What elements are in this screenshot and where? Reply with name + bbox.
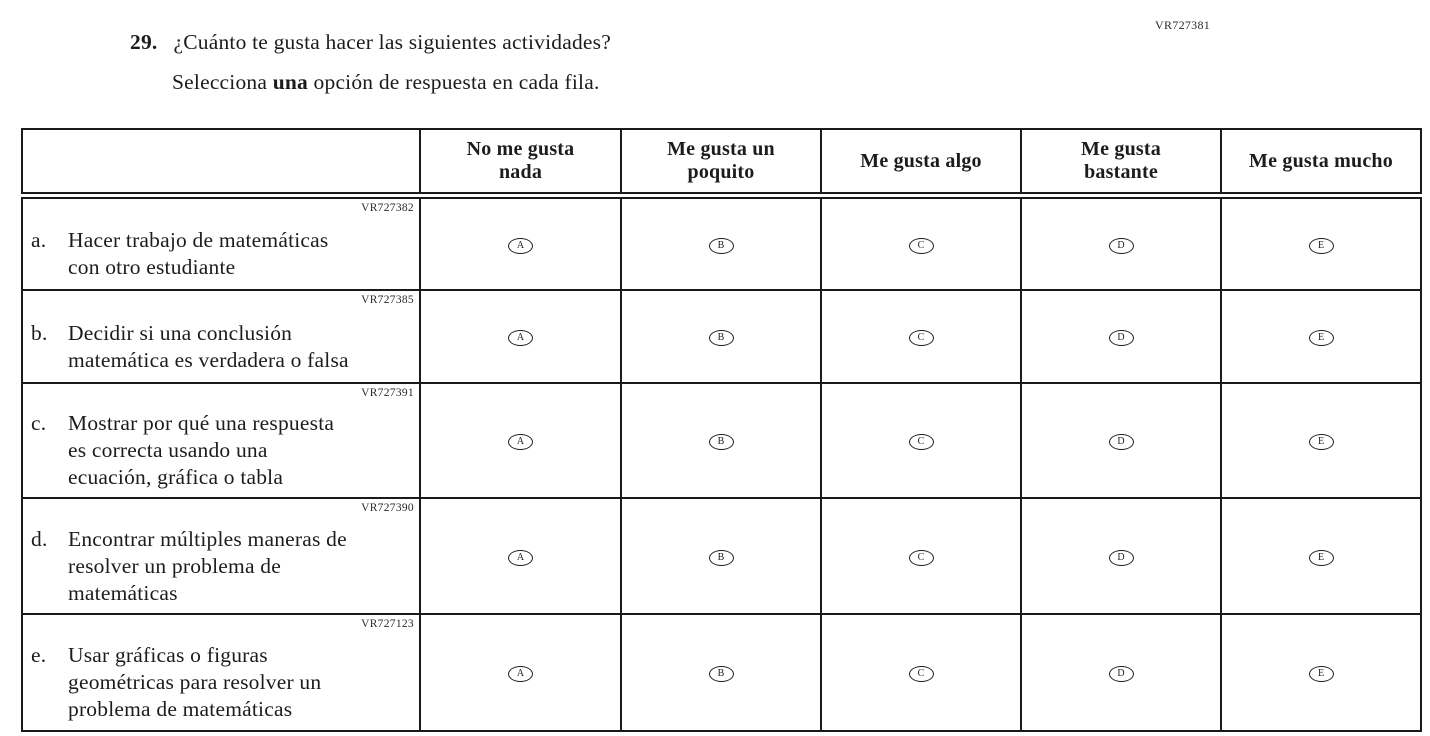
answer-cell	[420, 498, 621, 614]
answer-bubble-e-E[interactable]	[1309, 666, 1334, 682]
answer-cell	[1221, 614, 1421, 731]
bubble-letter: C	[917, 436, 925, 447]
bubble-letter: D	[1117, 332, 1125, 343]
answer-bubble-d-B[interactable]	[709, 550, 734, 566]
answer-cell	[1221, 498, 1421, 614]
bubble-letter: C	[917, 668, 925, 679]
item-row-c	[22, 383, 1421, 498]
bubble-letter: C	[917, 239, 925, 251]
answer-cell	[621, 498, 821, 614]
item-letter: b.	[31, 320, 48, 345]
answer-bubble-a-B[interactable]	[709, 238, 734, 254]
item-row-e	[22, 614, 1421, 731]
stem-header-empty	[22, 129, 420, 196]
answer-bubble-d-E[interactable]	[1309, 550, 1334, 566]
question-number: 29.	[130, 30, 158, 54]
item-letter: c.	[31, 411, 47, 435]
item-stem-c	[22, 383, 420, 498]
bubble-letter: E	[1317, 332, 1325, 343]
bubble-letter: A	[516, 668, 525, 679]
item-code: VR727391	[361, 387, 414, 399]
answer-bubble-c-C[interactable]	[909, 434, 934, 450]
bubble-letter: A	[516, 332, 525, 343]
column-header-no-me-gusta-nada	[420, 129, 621, 196]
answer-cell	[621, 383, 821, 498]
item-stem-d	[22, 498, 420, 614]
bubble-letter: B	[717, 332, 725, 343]
answer-cell	[1221, 196, 1421, 291]
item-text: Encontrar múltiples maneras de resolver un problema de matemáticas	[68, 526, 347, 605]
item-text: Decidir si una conclusión matemática es verdadera o falsa	[68, 320, 349, 372]
question-text: ¿Cuánto te gusta hacer las siguientes actividades?	[173, 30, 611, 54]
answer-cell	[1221, 383, 1421, 498]
item-letter: e.	[31, 643, 47, 667]
item-row-a	[22, 196, 1421, 291]
bubble-letter: D	[1117, 551, 1125, 563]
bubble-letter: B	[717, 668, 725, 679]
bubble-letter: E	[1317, 551, 1325, 563]
answer-cell	[1221, 290, 1421, 383]
bubble-letter: D	[1117, 668, 1125, 679]
item-code: VR727390	[361, 502, 414, 514]
bubble-letter: B	[717, 239, 725, 251]
answer-bubble-a-C[interactable]	[909, 238, 934, 254]
bubble-letter: E	[1317, 668, 1325, 679]
column-header-label: nada	[498, 161, 543, 183]
bubble-letter: D	[1117, 436, 1125, 447]
answer-cell	[821, 614, 1021, 731]
bubble-letter: A	[516, 436, 525, 447]
answer-bubble-c-A[interactable]	[508, 434, 533, 450]
instruction	[172, 70, 600, 95]
item-text: Hacer trabajo de matemáticas con otro estudiante	[68, 228, 329, 279]
item-code: VR727382	[361, 202, 414, 214]
answer-cell	[621, 614, 821, 731]
answer-bubble-d-C[interactable]	[909, 550, 934, 566]
answer-cell	[1021, 498, 1221, 614]
item-row-d	[22, 498, 1421, 614]
column-header-label: Me gusta algo	[860, 149, 982, 172]
answer-bubble-e-A[interactable]	[508, 666, 533, 682]
answer-bubble-b-D[interactable]	[1109, 330, 1134, 346]
column-header-label: bastante	[1084, 161, 1158, 183]
answer-cell	[420, 196, 621, 291]
bubble-letter: B	[717, 551, 725, 563]
item-stem-e	[22, 614, 420, 731]
bubble-letter: C	[917, 332, 925, 343]
column-header-label: Me gusta	[1081, 138, 1161, 160]
answer-bubble-a-A[interactable]	[508, 238, 533, 254]
answer-bubble-e-D[interactable]	[1109, 666, 1134, 682]
answer-cell	[821, 290, 1021, 383]
form-code: VR727381	[1155, 18, 1211, 32]
response-matrix-table	[21, 128, 1422, 732]
header-row	[22, 129, 1421, 196]
answer-cell	[1021, 196, 1221, 291]
answer-cell	[621, 196, 821, 291]
answer-bubble-b-A[interactable]	[508, 330, 533, 346]
item-code: VR727123	[361, 618, 414, 630]
bubble-letter: D	[1117, 239, 1125, 251]
item-row-b	[22, 290, 1421, 383]
answer-cell	[621, 290, 821, 383]
answer-cell	[821, 196, 1021, 291]
column-header-me-gusta-algo	[821, 129, 1021, 196]
item-text: Usar gráficas o figuras geométricas para resolver un problema de matemáticas	[68, 643, 322, 721]
answer-bubble-b-C[interactable]	[909, 330, 934, 346]
bubble-letter: C	[917, 551, 925, 563]
answer-bubble-a-D[interactable]	[1109, 238, 1134, 254]
bubble-letter: B	[717, 436, 725, 447]
instruction-bold-word: una	[272, 70, 308, 94]
answer-cell	[420, 290, 621, 383]
column-header-label: Me gusta un	[667, 138, 775, 160]
item-code: VR727385	[361, 294, 414, 306]
bubble-letter: E	[1317, 239, 1325, 251]
bubble-letter: A	[516, 239, 525, 251]
column-header-label: poquito	[687, 161, 755, 183]
answer-bubble-b-B[interactable]	[709, 330, 734, 346]
instruction-suffix: opción de respuesta en cada fila.	[307, 70, 600, 94]
item-letter: a.	[31, 228, 47, 252]
answer-cell	[1021, 614, 1221, 731]
answer-bubble-e-C[interactable]	[909, 666, 934, 682]
answer-bubble-c-D[interactable]	[1109, 434, 1134, 450]
answer-bubble-c-E[interactable]	[1309, 434, 1334, 450]
item-letter: d.	[31, 526, 48, 551]
column-header-me-gusta-bastante	[1021, 129, 1221, 196]
item-text: Mostrar por qué una respuesta es correcta usando una ecuación, gráfica o tabla	[68, 411, 335, 489]
item-stem-a	[22, 196, 420, 291]
column-header-me-gusta-mucho	[1221, 129, 1421, 196]
item-stem-b	[22, 290, 420, 383]
column-header-label: Me gusta mucho	[1249, 149, 1393, 172]
answer-cell	[420, 614, 621, 731]
column-header-label: No me gusta	[466, 138, 575, 160]
bubble-letter: A	[516, 551, 525, 563]
answer-cell	[1021, 383, 1221, 498]
answer-bubble-d-D[interactable]	[1109, 550, 1134, 566]
column-header-me-gusta-un-poquito	[621, 129, 821, 196]
answer-bubble-a-E[interactable]	[1309, 238, 1334, 254]
answer-cell	[1021, 290, 1221, 383]
answer-bubble-e-B[interactable]	[709, 666, 734, 682]
instruction-prefix: Selecciona	[172, 70, 273, 94]
answer-bubble-c-B[interactable]	[709, 434, 734, 450]
bubble-letter: E	[1317, 436, 1325, 447]
answer-bubble-b-E[interactable]	[1309, 330, 1334, 346]
answer-bubble-d-A[interactable]	[508, 550, 533, 566]
answer-cell	[821, 498, 1021, 614]
answer-cell	[420, 383, 621, 498]
answer-cell	[821, 383, 1021, 498]
question-line	[130, 30, 611, 55]
